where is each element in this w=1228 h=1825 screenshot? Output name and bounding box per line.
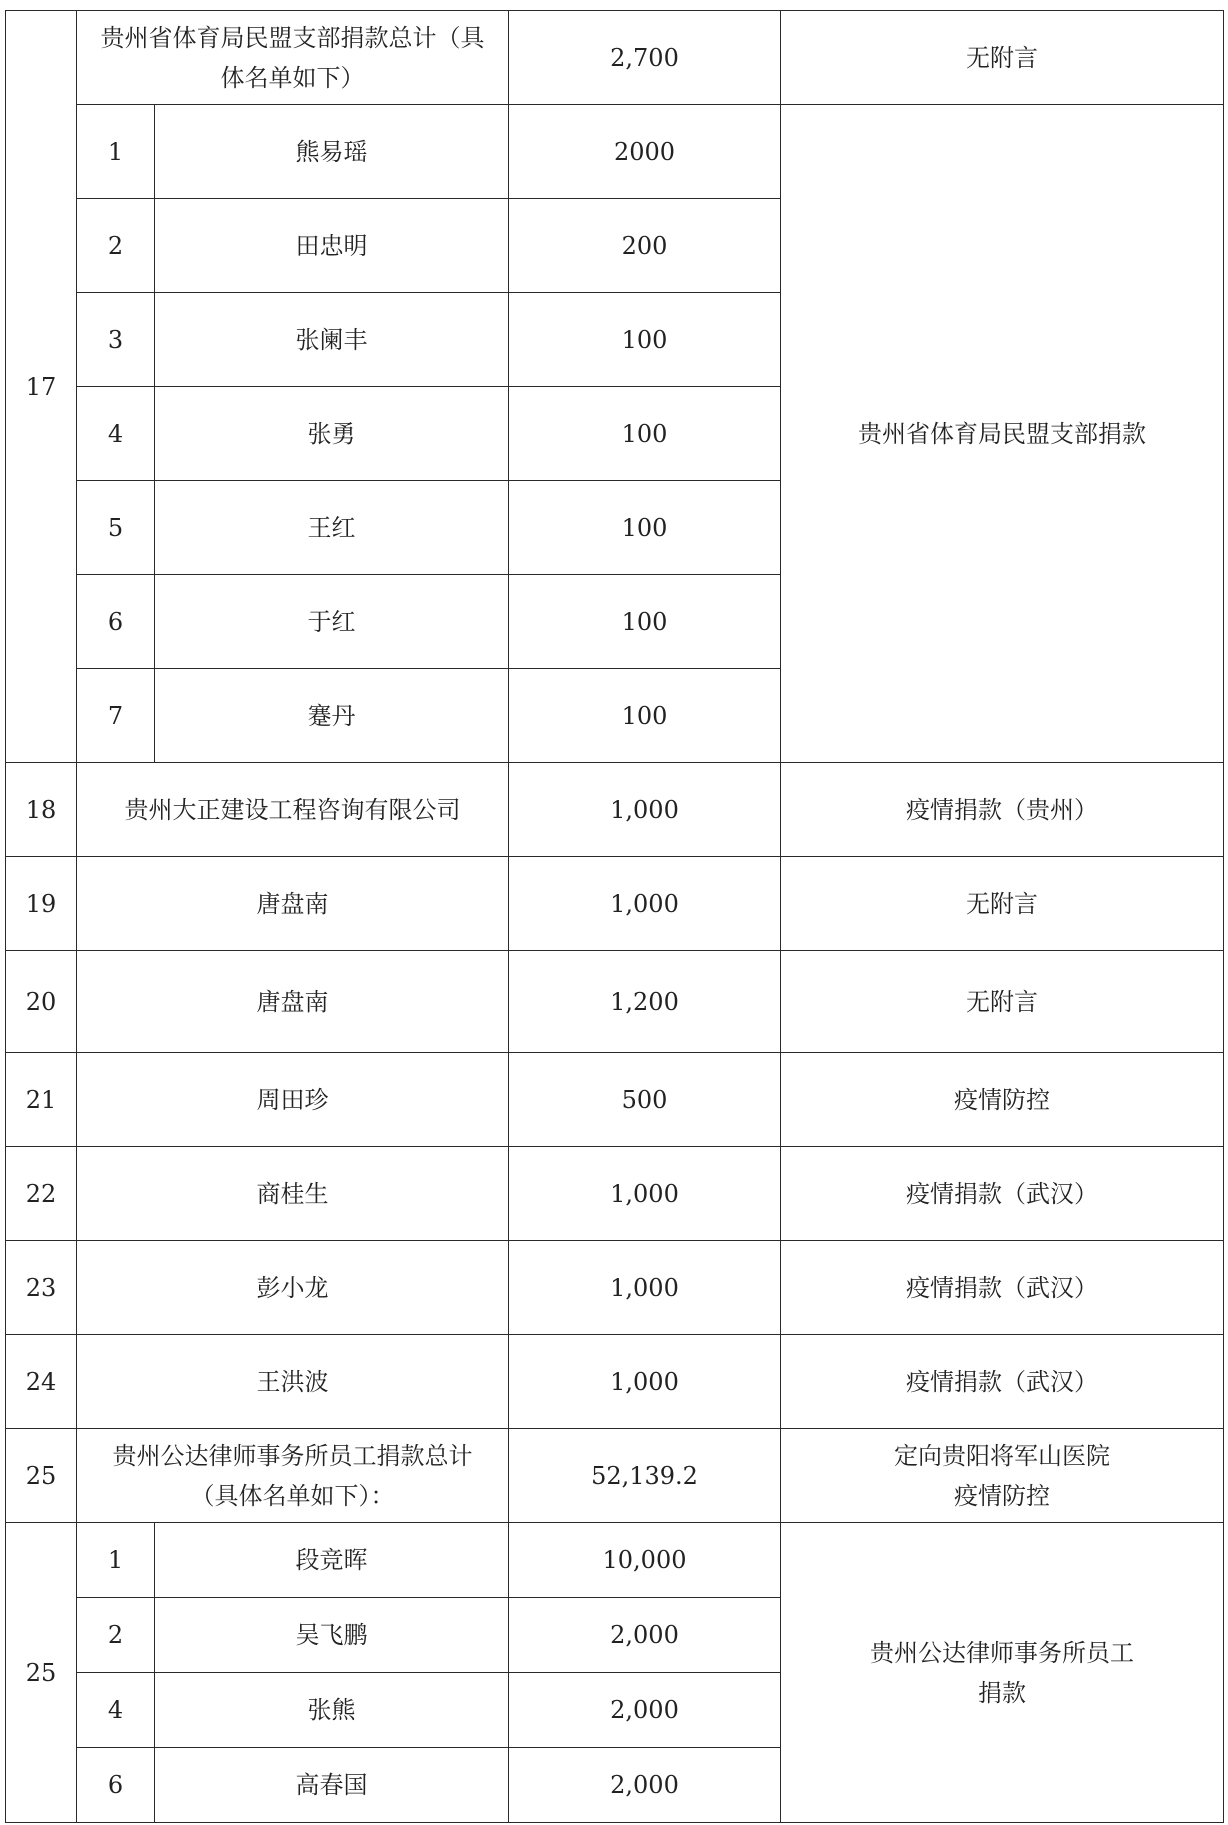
member-amount: 100 — [509, 293, 781, 387]
table-row — [6, 857, 1224, 951]
donor-cell: 唐盘南 — [77, 951, 509, 1053]
row-number: 17 — [6, 11, 77, 763]
note-line: 捐款 — [978, 1678, 1026, 1707]
member-name: 张阑丰 — [155, 293, 509, 387]
amount-cell: 1,000 — [509, 857, 781, 951]
table-row — [6, 1147, 1224, 1241]
member-index: 2 — [77, 199, 155, 293]
member-amount: 2,000 — [509, 1748, 781, 1823]
member-index: 3 — [77, 293, 155, 387]
amount-cell: 1,000 — [509, 1147, 781, 1241]
member-amount: 100 — [509, 575, 781, 669]
member-amount: 100 — [509, 387, 781, 481]
member-name: 王红 — [155, 481, 509, 575]
table-row — [6, 763, 1224, 857]
row-number: 23 — [6, 1241, 77, 1335]
member-index: 4 — [77, 387, 155, 481]
member-name: 张勇 — [155, 387, 509, 481]
member-amount: 100 — [509, 669, 781, 763]
member-index: 5 — [77, 481, 155, 575]
table-row — [6, 1335, 1224, 1429]
amount-cell: 2,700 — [509, 11, 781, 105]
note-cell: 无附言 — [781, 951, 1224, 1053]
amount-cell: 52,139.2 — [509, 1429, 781, 1523]
member-index: 2 — [77, 1598, 155, 1673]
note-cell: 无附言 — [781, 857, 1224, 951]
note-cell: 疫情捐款（贵州） — [781, 763, 1224, 857]
member-amount: 2000 — [509, 105, 781, 199]
note-cell: 疫情捐款（武汉） — [781, 1147, 1224, 1241]
donor-cell: 周田珍 — [77, 1053, 509, 1147]
row-number: 21 — [6, 1053, 77, 1147]
note-cell: 疫情捐款（武汉） — [781, 1335, 1224, 1429]
donor-line: 贵州公达律师事务所员工捐款总计 — [112, 1441, 473, 1470]
donor-cell: 王洪波 — [77, 1335, 509, 1429]
note-line: 定向贵阳将军山医院 — [894, 1441, 1110, 1470]
row-number: 25 — [6, 1429, 77, 1523]
row-number: 22 — [6, 1147, 77, 1241]
donor-cell: 彭小龙 — [77, 1241, 509, 1335]
note-line: 疫情防控 — [954, 1481, 1050, 1510]
amount-cell: 500 — [509, 1053, 781, 1147]
member-amount: 100 — [509, 481, 781, 575]
member-name: 田忠明 — [155, 199, 509, 293]
member-amount: 2,000 — [509, 1598, 781, 1673]
member-name: 蹇丹 — [155, 669, 509, 763]
donor-line: （具体名单如下）： — [190, 1481, 395, 1510]
amount-cell: 1,000 — [509, 1335, 781, 1429]
member-index: 4 — [77, 1673, 155, 1748]
table-row — [6, 11, 1224, 105]
member-name: 于红 — [155, 575, 509, 669]
table-row — [6, 105, 1224, 199]
member-name: 段竞晖 — [155, 1523, 509, 1598]
donation-table — [5, 10, 1224, 1823]
member-name: 吴飞鹏 — [155, 1598, 509, 1673]
member-amount: 2,000 — [509, 1673, 781, 1748]
row-number: 19 — [6, 857, 77, 951]
donor-cell: 唐盘南 — [77, 857, 509, 951]
row-number: 18 — [6, 763, 77, 857]
donor-cell: 贵州大正建设工程咨询有限公司 — [77, 763, 509, 857]
note-cell: 无附言 — [781, 11, 1224, 105]
row-number: 20 — [6, 951, 77, 1053]
donor-cell — [77, 11, 509, 105]
member-index: 1 — [77, 1523, 155, 1598]
donor-cell: 商桂生 — [77, 1147, 509, 1241]
note-cell: 疫情防控 — [781, 1053, 1224, 1147]
row-number: 25 — [6, 1523, 77, 1823]
note-line: 贵州公达律师事务所员工 — [870, 1638, 1134, 1667]
member-index: 6 — [77, 1748, 155, 1823]
amount-cell: 1,200 — [509, 951, 781, 1053]
member-index: 7 — [77, 669, 155, 763]
table-row — [6, 1053, 1224, 1147]
member-name: 熊易瑶 — [155, 105, 509, 199]
amount-cell: 1,000 — [509, 763, 781, 857]
donor-line: 体名单如下） — [220, 63, 365, 92]
donor-line: 贵州省体育局民盟支部捐款总计（具 — [100, 23, 485, 52]
table-row — [6, 1429, 1224, 1523]
table-row — [6, 1241, 1224, 1335]
member-name: 张熊 — [155, 1673, 509, 1748]
member-amount: 10,000 — [509, 1523, 781, 1598]
row-number: 24 — [6, 1335, 77, 1429]
table-row — [6, 1523, 1224, 1598]
member-index: 6 — [77, 575, 155, 669]
members-note: 贵州省体育局民盟支部捐款 — [781, 105, 1224, 763]
donor-cell — [77, 1429, 509, 1523]
member-amount: 200 — [509, 199, 781, 293]
member-index: 1 — [77, 105, 155, 199]
note-cell — [781, 1429, 1224, 1523]
member-name: 高春国 — [155, 1748, 509, 1823]
members-note — [781, 1523, 1224, 1823]
table-row — [6, 951, 1224, 1053]
note-cell: 疫情捐款（武汉） — [781, 1241, 1224, 1335]
amount-cell: 1,000 — [509, 1241, 781, 1335]
